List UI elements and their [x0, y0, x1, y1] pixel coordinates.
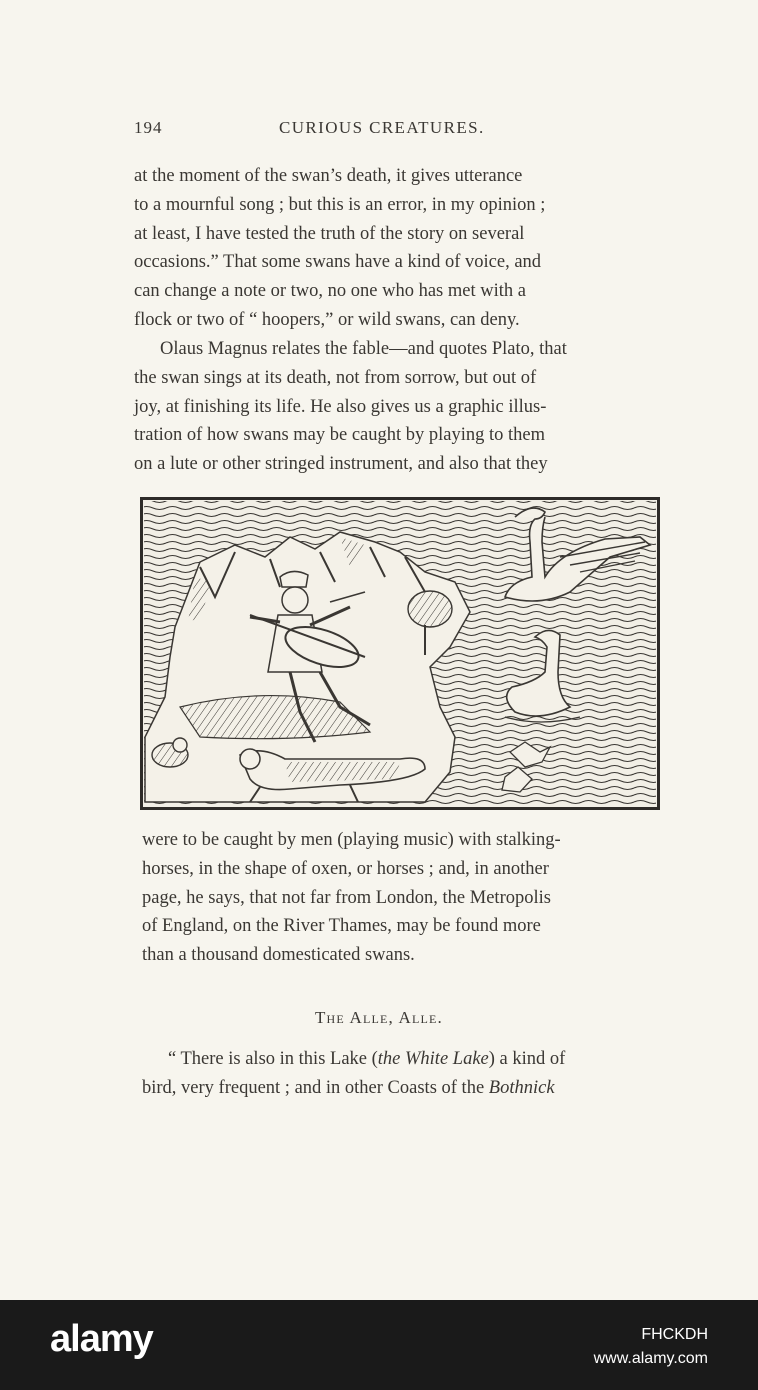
section-heading: The Alle, Alle. — [314, 1008, 444, 1027]
page-header — [134, 118, 664, 144]
paragraph-3 — [142, 826, 672, 970]
watermark-logo: alamy — [50, 1318, 153, 1360]
text-line: occasions.” That some swans have a kind of voice, and — [134, 252, 542, 273]
text-line: at the moment of the swan’s death, it gives utterance — [134, 166, 523, 186]
page-number: 194 — [134, 118, 163, 137]
text-line — [142, 1074, 685, 1103]
running-head: CURIOUS CREATURES. — [279, 118, 485, 137]
text-line: joy, at finishing its life. He also gives us a graphic illus- — [134, 396, 547, 417]
paragraph-1 — [134, 162, 666, 335]
image-id: FHCKDH — [641, 1326, 708, 1343]
paragraph-2 — [134, 335, 666, 479]
text-line — [142, 1045, 685, 1074]
text-run: ) a kind of — [488, 1049, 566, 1069]
text-line: the swan sings at its death, not from sorrow, but out of — [134, 367, 537, 388]
text-line: at least, I have tested the truth of the story on several — [134, 223, 525, 244]
text-line: tration of how swans may be caught by playing to them — [134, 425, 546, 446]
text-line: of England, on the River Thames, may be found more — [142, 916, 541, 937]
text-run: “ There is also in this Lake ( — [168, 1049, 378, 1069]
text-line: can change a note or two, no one who has met with a — [134, 281, 526, 302]
italic-run: Bothnick — [488, 1077, 555, 1098]
text-line: on a lute or other stringed instrument, and also that they — [134, 454, 548, 475]
text-line: were to be caught by men (playing music) with stalking- — [142, 830, 561, 850]
text-run: bird, very frequent ; and in other Coasts of the — [142, 1077, 489, 1098]
italic-run: the White Lake — [377, 1049, 489, 1069]
text-line: to a mournful song ; but this is an error, in my opinion ; — [134, 194, 546, 215]
text-line: horses, in the shape of oxen, or horses ; and, in another — [142, 858, 549, 879]
woodcut-illustration — [140, 497, 660, 810]
paragraph-4 — [142, 1045, 685, 1103]
text-line: Olaus Magnus relates the fable—and quotes Plato, that — [160, 339, 567, 359]
text-line: page, he says, that not far from London, the Metropolis — [142, 887, 551, 908]
text-line: than a thousand domesticated swans. — [142, 945, 415, 966]
text-line: flock or two of “ hoopers,” or wild swans, can deny. — [134, 309, 520, 330]
watermark-url: www.alamy.com — [593, 1350, 708, 1367]
watermark-info — [594, 1323, 708, 1371]
